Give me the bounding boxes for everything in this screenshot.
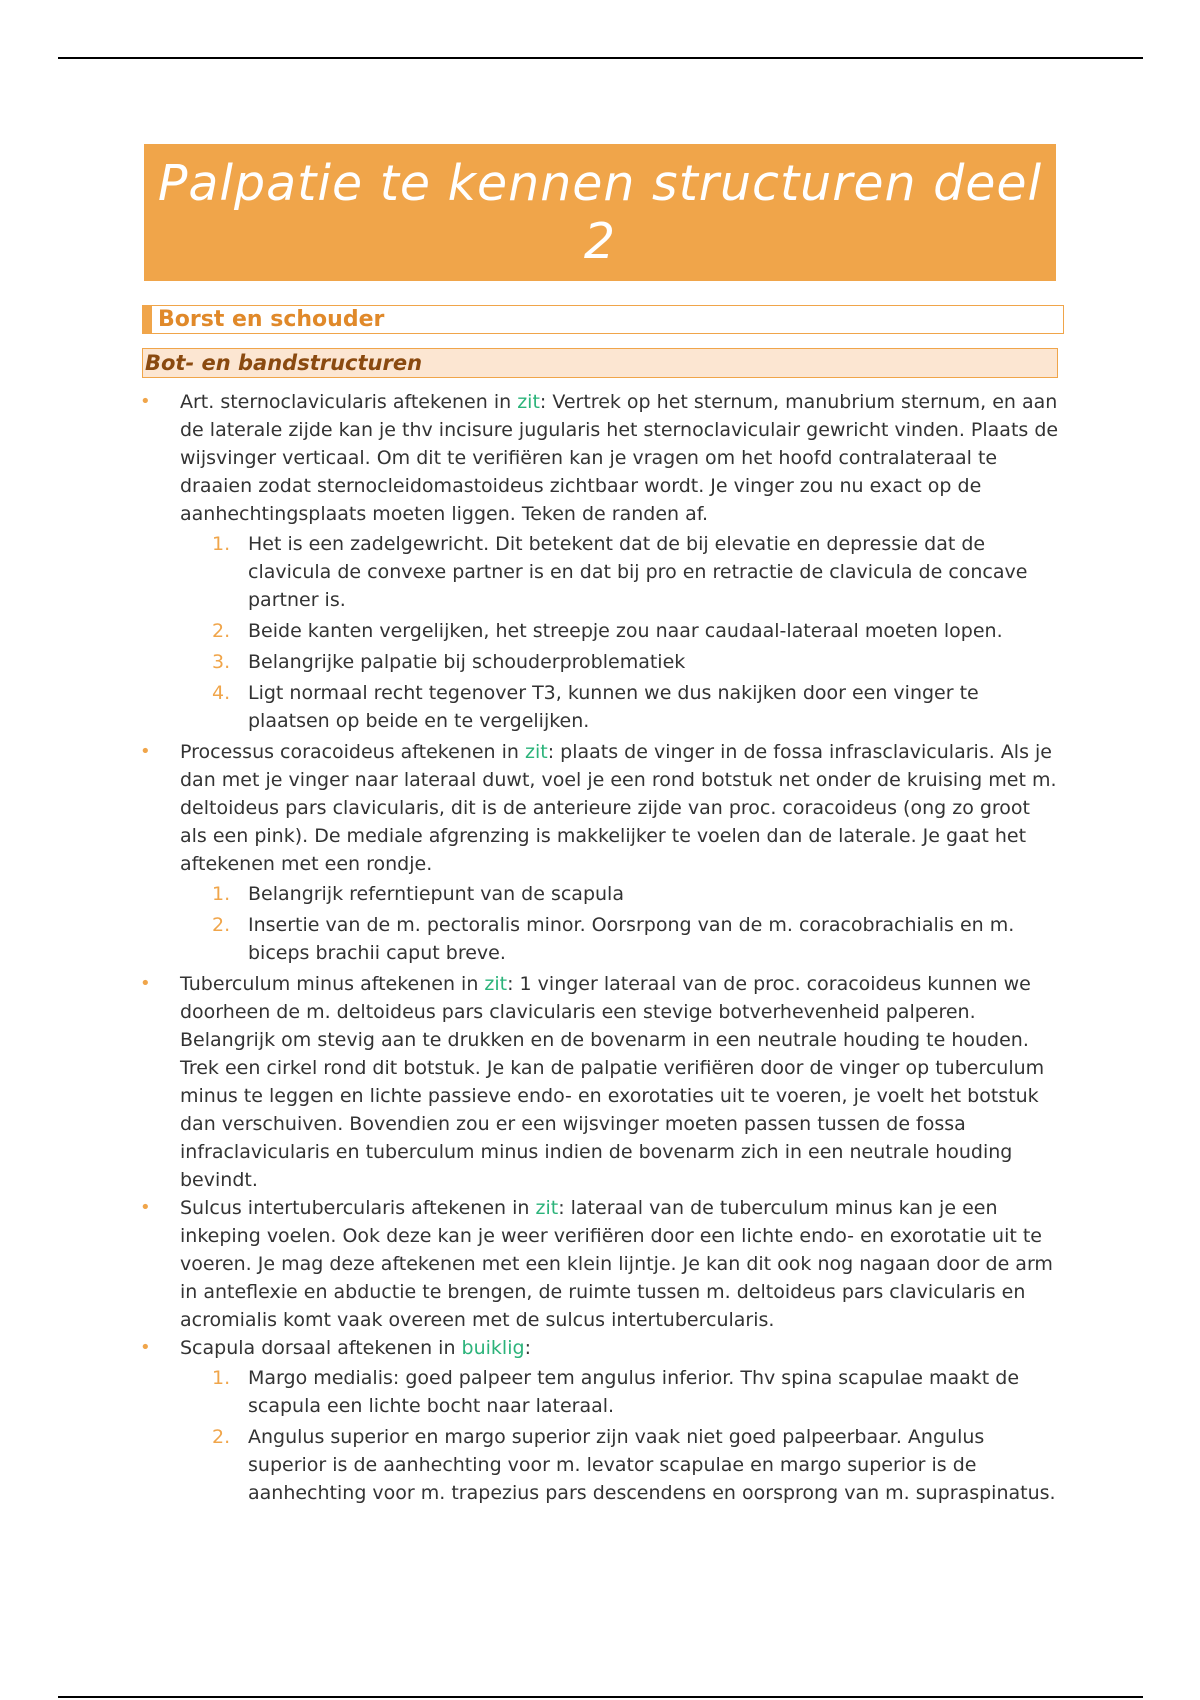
position-term: buiklig [461,1337,525,1359]
bullet-list [140,388,1060,1507]
list-item: • Sulcus intertubercularis aftekenen in zit: lateraal van de tuberculum minus kan je een inkeping voelen. Ook deze kan je weer verifiëren door een lichte endo- en exorotatie uit te voeren. Je mag deze aftekenen met een klein lijntje. Je kan dit ook nog nagaan door de arm in anteflexie en abductie te brengen, de ruimte tussen m. deltoideus pars clavicularis en acromialis komt vaak overeen met de sulcus intertubercularis. [140,1194,1060,1334]
numbered-item: 1. Het is een zadelgewricht. Dit betekent dat de bij elevatie en depressie dat de clavicula de convexe partner is en dat bij pro en retractie de clavicula de concave partner is. [212,533,1028,611]
list-item: • Art. sternoclavicularis aftekenen in zit: Vertrek op het sternum, manubrium sternum, en aan de laterale zijde kan je thv incisure jugularis het sternoclaviculair gewricht vinden. Plaats de wijsvinger verticaal. Om dit te verifiëren kan je vragen om het hoofd contralateraal te draaien zodat sternocleidomastoideus zichtbaar wordt. Je vinger zou nu exact op de aanhechtingsplaats moeten liggen. Teken de randen af. 1. Het is een zadelgewricht. Dit betekent dat de bij elevatie en depressie dat de clavicula de convexe partner is en dat bij pro en retractie de clavicula de concave partner is. 2. Beide kanten vergelijken, het streepje zou naar caudaal-lateraal moeten lopen. 3. Belangrijke palpatie bij schouderproblematiek 4. Ligt normaal recht tegenover T3, kunnen we dus nakijken door een vinger te plaatsen op beide en te vergelijken. [140,388,1060,735]
subsection-heading: Bot- en bandstructuren [142,348,1058,378]
position-term: zit [535,1197,559,1219]
position-term: zit [484,973,508,995]
numbered-item: 2. Angulus superior en margo superior zijn vaak niet goed palpeerbaar. Angulus superior is de aanhechting voor m. levator scapulae en margo superior is de aanhechting voor m. trapezius pars descendens en oorsprong van m. supraspinatus. [212,1426,1056,1504]
numbered-item: 2. Insertie van de m. pectoralis minor. Oorsrpong van de m. coracobrachialis en m. biceps brachii caput breve. [212,914,1015,964]
numbered-item: 2. Beide kanten vergelijken, het streepje zou naar caudaal-lateraal moeten lopen. [212,620,1003,642]
list-item: • Processus coracoideus aftekenen in zit: plaats de vinger in de fossa infrasclavicularis. Als je dan met je vinger naar lateraal duwt, voel je een rond botstuk net onder de kruising met m. deltoideus pars clavicularis, dit is de anterieure zijde van proc. coracoideus (ong zo groot als een pink). De mediale afgrenzing is makkelijker te voelen dan de laterale. Je gaat het aftekenen met een rondje. 1. Belangrijk referntiepunt van de scapula 2. Insertie van de m. pectoralis minor. Oorsrpong van de m. coracobrachialis en m. biceps brachii caput breve. [140,738,1060,967]
numbered-item: 1. Margo medialis: goed palpeer tem angulus inferior. Thv spina scapulae maakt de scapula een lichte bocht naar lateraal. [212,1367,1020,1417]
numbered-item: 4. Ligt normaal recht tegenover T3, kunnen we dus nakijken door een vinger te plaatsen op beide en te vergelijken. [212,682,979,732]
numbered-list [180,880,1060,967]
document-body [140,388,1060,1510]
list-item: • Tuberculum minus aftekenen in zit: 1 vinger lateraal van de proc. coracoideus kunnen we doorheen de m. deltoideus pars clavicularis een stevige botverhevenheid palperen. Belangrijk om stevig aan te drukken en de bovenarm in een neutrale houding te houden. Trek een cirkel rond dit botstuk. Je kan de palpatie verifiëren door de vinger op tuberculum minus te leggen en lichte passieve endo- en exorotaties uit te voeren, je voelt het botstuk dan verschuiven. Bovendien zou er een wijsvinger moeten passen tussen de fossa infraclavicularis en tuberculum minus indien de bovenarm zich in een neutrale houding bevindt. [140,970,1060,1194]
title-banner [144,144,1056,281]
list-item: • Scapula dorsaal aftekenen in buiklig: 1. Margo medialis: goed palpeer tem angulus inferior. Thv spina scapulae maakt de scapula een lichte bocht naar lateraal. 2. Angulus superior en margo superior zijn vaak niet goed palpeerbaar. Angulus superior is de aanhechting voor m. levator scapulae en margo superior is de aanhechting voor m. trapezius pars descendens en oorsprong van m. supraspinatus. [140,1334,1060,1507]
numbered-list [180,530,1060,735]
bottom-rule [58,1696,1143,1698]
numbered-item: 1. Belangrijk referntiepunt van de scapula [212,883,624,905]
section-heading: Borst en schouder [142,305,1064,334]
numbered-item: 3. Belangrijke palpatie bij schouderproblematiek [212,651,686,673]
top-rule [58,57,1143,59]
position-term: zit [525,741,548,763]
position-term: zit [517,391,540,413]
numbered-list [180,1364,1060,1507]
page-title: Palpatie te kennen structuren deel 2 [157,154,1043,270]
